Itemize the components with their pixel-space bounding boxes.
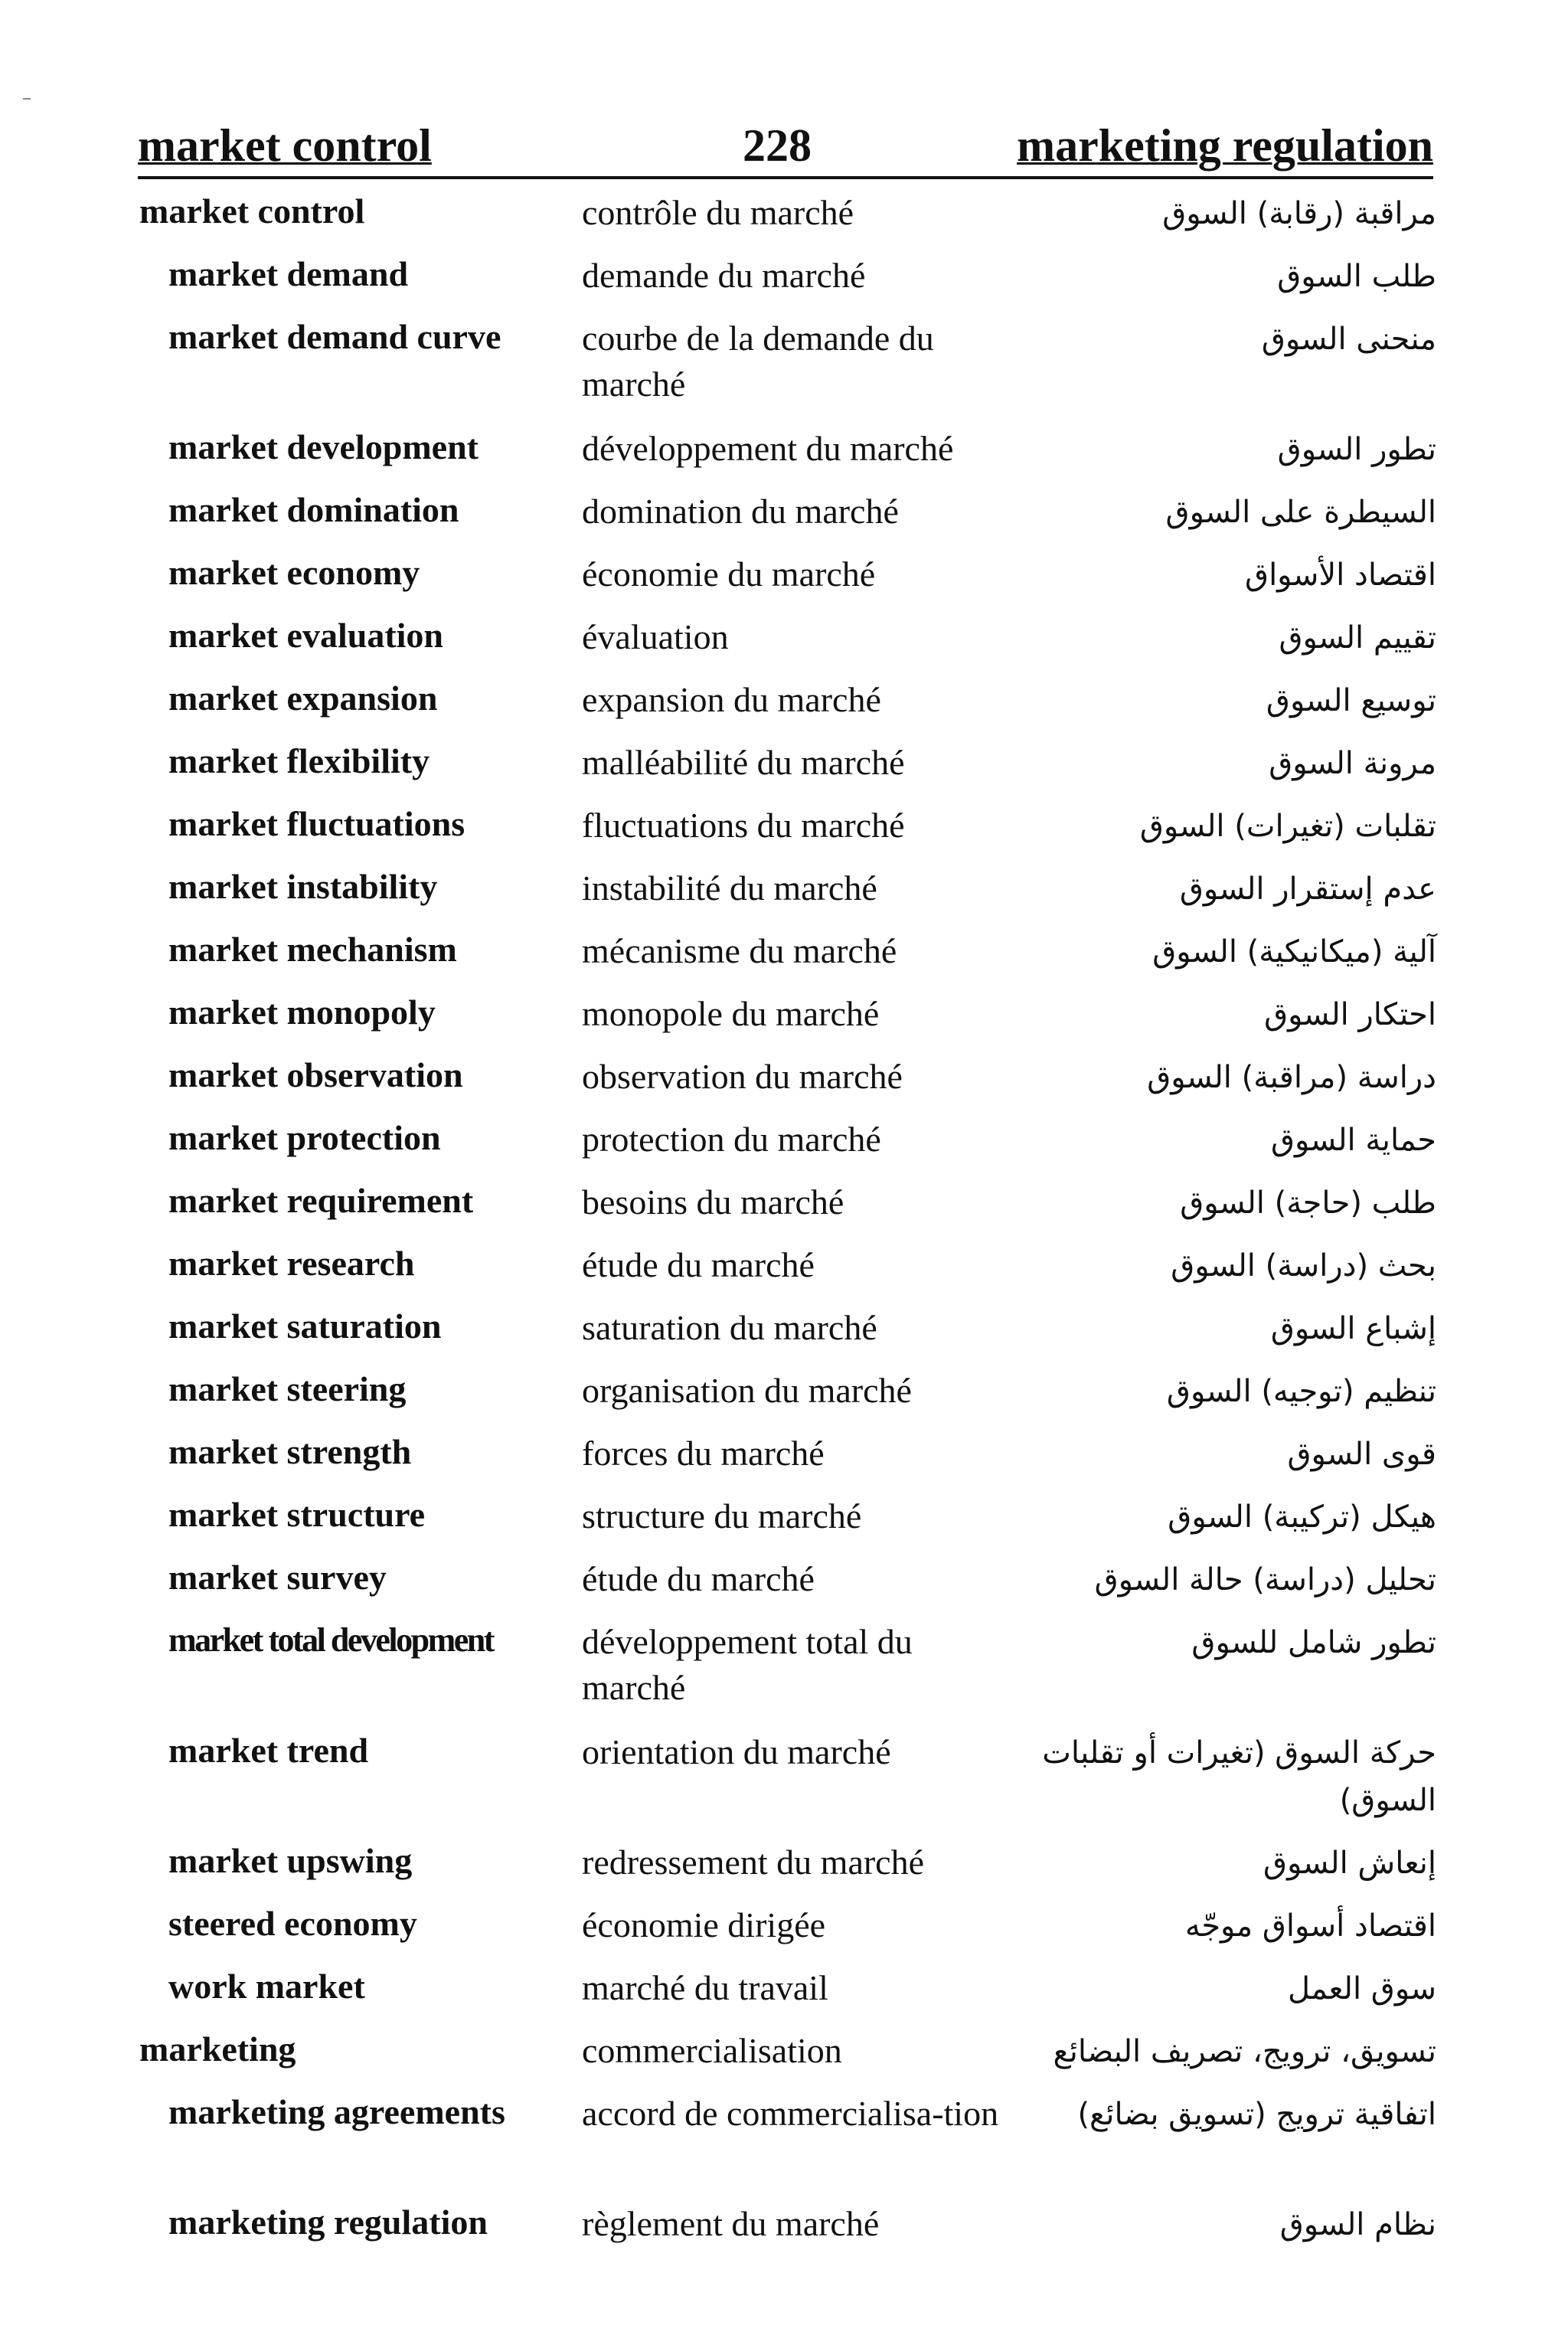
french-term: étude du marché [582, 1559, 815, 1598]
english-term: market research [168, 1244, 415, 1283]
french-term: économie du marché [582, 554, 876, 594]
arabic-term: قوى السوق [1287, 1437, 1436, 1472]
arabic-term: إشباع السوق [1270, 1311, 1436, 1346]
french-term: malléabilité du marché [582, 743, 905, 782]
header-right-term: marketing regulation [1017, 120, 1433, 171]
english-term: market development [168, 427, 479, 466]
page-number: 228 [743, 120, 812, 171]
french-term: commercialisation [582, 2031, 842, 2070]
english-term: marketing [139, 2029, 296, 2068]
arabic-term: تقلبات (تغيرات) السوق [1139, 809, 1436, 844]
french-term: observation du marché [582, 1057, 903, 1096]
arabic-term: إنعاش السوق [1263, 1846, 1436, 1881]
header-left-term: market control [138, 120, 432, 171]
english-term: market fluctuations [168, 804, 466, 843]
arabic-term: دراسة (مراقبة) السوق [1147, 1060, 1436, 1095]
english-term: market flexibility [168, 741, 430, 780]
arabic-term: توسيع السوق [1266, 683, 1436, 718]
french-term: saturation du marché [582, 1308, 877, 1347]
english-term: market structure [168, 1495, 426, 1534]
french-term: étude du marché [582, 1245, 815, 1284]
french-term: forces du marché [582, 1434, 825, 1473]
french-term: redressement du marché [582, 1843, 925, 1882]
french-term: structure du marché [582, 1496, 862, 1535]
english-term: steered economy [168, 1904, 417, 1943]
english-term: market requirement [168, 1181, 474, 1220]
arabic-term: سوق العمل [1288, 1971, 1436, 2006]
english-term: work market [168, 1967, 365, 2006]
french-term: instabilité du marché [582, 868, 877, 908]
french-term: contrôle du marché [582, 193, 854, 232]
french-term: évaluation [582, 617, 729, 656]
arabic-term: حركة السوق (تغيرات أو تقلبات السوق) [1042, 1735, 1436, 1818]
french-term: fluctuations du marché [582, 806, 905, 845]
french-term: règlement du marché [582, 2204, 880, 2243]
english-term: market trend [168, 1731, 369, 1770]
english-term: market control [139, 191, 365, 231]
french-term: monopole du marché [582, 994, 880, 1033]
french-term: marché du travail [582, 1968, 828, 2007]
english-term: market survey [168, 1558, 387, 1597]
arabic-term: مراقبة (رقابة) السوق [1162, 196, 1436, 231]
arabic-term: اتفاقية ترويج (تسويق بضائع) [1077, 2097, 1436, 2132]
french-term: domination du marché [582, 492, 899, 531]
arabic-term: عدم إستقرار السوق [1179, 872, 1436, 907]
arabic-term: منحنى السوق [1261, 322, 1436, 357]
english-term: market expansion [168, 679, 438, 718]
french-term: protection du marché [582, 1120, 881, 1159]
arabic-term: اقتصاد الأسواق [1245, 558, 1436, 593]
arabic-term: طلب (حاجة) السوق [1180, 1185, 1436, 1221]
arabic-term: تطور السوق [1277, 432, 1436, 467]
french-term: orientation du marché [582, 1732, 891, 1771]
arabic-term: احتكار السوق [1264, 997, 1436, 1032]
english-term: market mechanism [168, 930, 457, 969]
french-term: économie dirigée [582, 1905, 826, 1944]
arabic-term: تسويق، ترويج، تصريف البضائع [1053, 2034, 1436, 2069]
french-term: développement total du marché [582, 1622, 913, 1707]
french-term: besoins du marché [582, 1182, 844, 1221]
english-term: market saturation [168, 1306, 442, 1346]
french-term: développement du marché [582, 429, 954, 468]
arabic-term: طلب السوق [1277, 259, 1436, 294]
arabic-term: تحليل (دراسة) حالة السوق [1094, 1562, 1436, 1598]
english-term: market domination [168, 490, 459, 529]
english-term: market monopoly [168, 993, 436, 1032]
arabic-term: بحث (دراسة) السوق [1171, 1248, 1436, 1284]
english-term: market upswing [168, 1841, 413, 1880]
arabic-term: تنظيم (توجيه) السوق [1166, 1374, 1436, 1409]
english-term: market instability [168, 867, 438, 906]
french-term: mécanisme du marché [582, 931, 897, 970]
arabic-term: نظام السوق [1279, 2207, 1436, 2242]
english-term: market strength [168, 1432, 412, 1471]
english-term: market protection [168, 1118, 441, 1157]
french-term: demande du marché [582, 256, 866, 295]
arabic-term: آلية (ميكانيكية) السوق [1152, 934, 1436, 970]
english-term: market observation [168, 1055, 463, 1094]
french-term: organisation du marché [582, 1371, 912, 1410]
english-term: marketing regulation [168, 2203, 488, 2242]
french-term: accord de commercialisa-tion [582, 2094, 999, 2133]
english-term: market total development [168, 1621, 493, 1659]
arabic-term: حماية السوق [1270, 1123, 1436, 1158]
english-term: market steering [168, 1369, 407, 1408]
english-term: market evaluation [168, 616, 444, 655]
arabic-term: مرونة السوق [1269, 746, 1436, 781]
arabic-term: تطور شامل للسوق [1191, 1625, 1436, 1660]
english-term: market demand curve [168, 317, 501, 356]
arabic-term: هيكل (تركيبة) السوق [1168, 1499, 1436, 1535]
english-term: marketing agreements [168, 2092, 505, 2131]
english-term: market economy [168, 553, 420, 592]
arabic-term: السيطرة على السوق [1165, 495, 1436, 530]
french-term: courbe de la demande du marché [582, 319, 934, 404]
arabic-term: اقتصاد أسواق موجّه [1184, 1908, 1436, 1944]
english-term: market demand [168, 254, 409, 293]
arabic-term: تقييم السوق [1279, 620, 1436, 656]
french-term: expansion du marché [582, 680, 881, 719]
